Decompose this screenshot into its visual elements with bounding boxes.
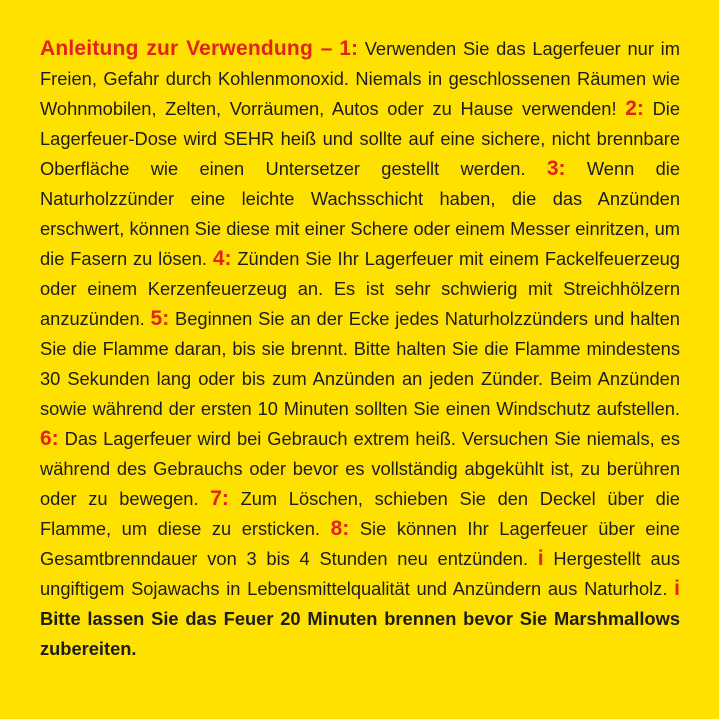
step-number-8: 8: [330, 517, 350, 540]
step-text-4: Zünden Sie Ihr Lagerfeuer mit einem Fackelfeuerzeug oder einem Kerzenfeuerzeug an. Es ist sehr schwierig mit Streichhölzern anzuzünden. [40, 248, 680, 329]
step-text-1: Verwenden Sie das Lagerfeuer nur im Freien, Gefahr durch Kohlenmonoxid. Niemals in geschlossenen Räumen wie Wohnmobilen, Zelten, Vorräumen, Autos oder zu Hause verwenden! [40, 38, 680, 119]
step-number-2: 2: [625, 97, 644, 120]
info-icon: i [537, 547, 544, 570]
instruction-heading: Anleitung zur Verwendung – [40, 37, 333, 60]
step-number-1: 1: [339, 37, 358, 60]
step-text-2: Die Lagerfeuer-Dose wird SEHR heiß und sollte auf eine sichere, nicht brennbare Oberfläche wie einen Untersetzer gestellt werden. [40, 98, 680, 179]
step-text-7: Zum Löschen, schieben Sie den Deckel über die Flamme, um diese zu ersticken. [40, 488, 680, 539]
step-number-5: 5: [150, 307, 170, 330]
step-number-7: 7: [210, 487, 229, 510]
info-text-marshmallows: Bitte lassen Sie das Feuer 20 Minuten brennen bevor Sie Marshmallows zubereiten. [40, 608, 680, 659]
step-number-6: 6: [40, 427, 59, 450]
step-text-8: Sie können Ihr Lagerfeuer über eine Gesamtbrenndauer von 3 bis 4 Stunden neu entzünden. [40, 518, 680, 569]
info-icon: i [674, 577, 680, 600]
step-text-3: Wenn die Naturholzzünder eine leichte Wachsschicht haben, die das Anzünden erschwert, können Sie diese mit einer Schere oder einem Messer einritzen, um die Fasern zu lösen. [40, 158, 680, 269]
step-number-4: 4: [212, 247, 232, 270]
step-text-5: Beginnen Sie an der Ecke jedes Naturholzzünders und halten Sie die Flamme daran, bis sie brennt. Bitte halten Sie die Flamme mindestens 30 Sekunden lang oder bis zum Anzünden an jeden Zünder. Beim Anzünden sowie während der ersten 10 Minuten sollten Sie einen Windschutz aufstellen. [40, 308, 680, 419]
instruction-text [40, 34, 680, 664]
info-text-material: Hergestellt aus ungiftigem Sojawachs in Lebensmittelqualität und Anzündern aus Naturholz. [40, 548, 680, 599]
step-text-6: Das Lagerfeuer wird bei Gebrauch extrem heiß. Versuchen Sie niemals, es während des Gebrauchs oder bevor es vollständig abgekühlt ist, zu berühren oder zu bewegen. [40, 428, 680, 509]
step-number-3: 3: [546, 157, 566, 180]
